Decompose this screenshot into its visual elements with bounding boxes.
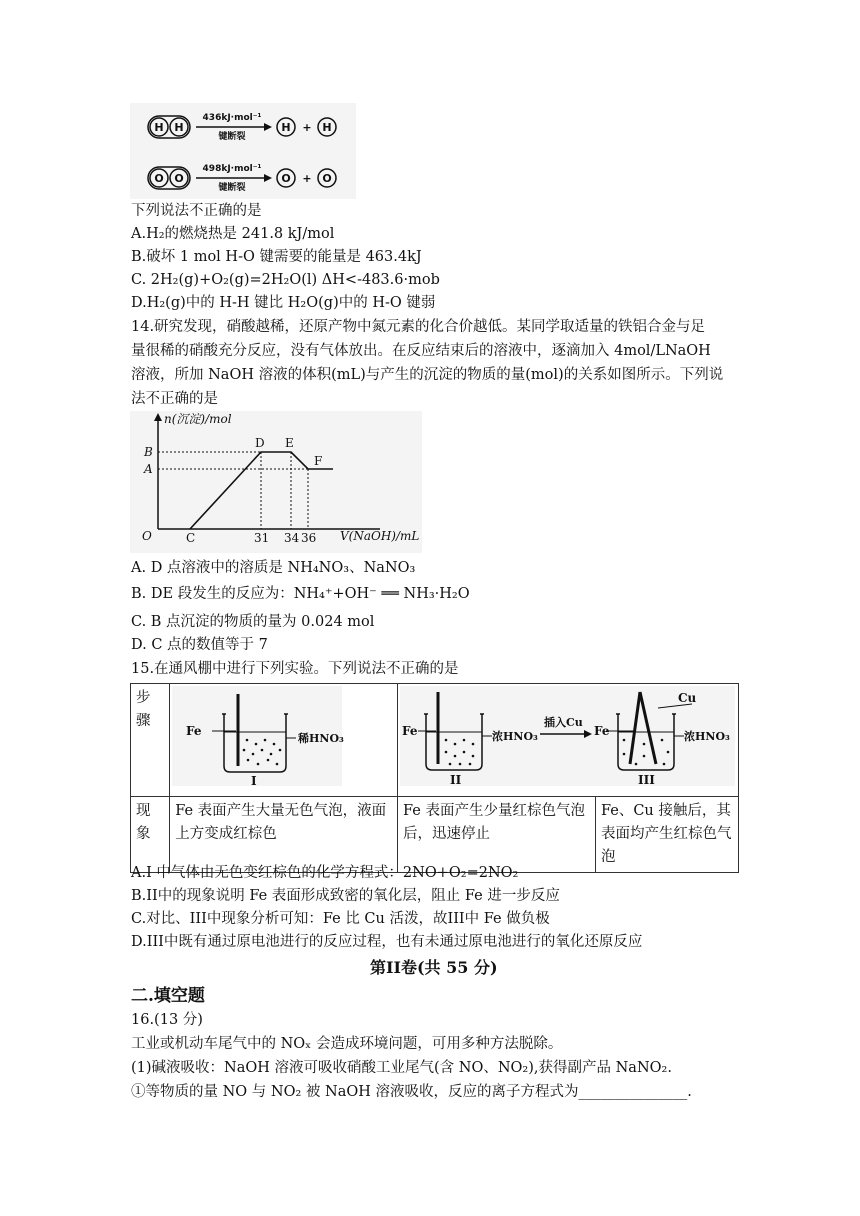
- precipitate-chart: [130, 411, 422, 553]
- point-label-e: E: [285, 436, 294, 450]
- q13-option-b: B.破坏 1 mol H-O 键需要的能量是 463.4kJ: [131, 249, 422, 265]
- label-conc-hno3-II: 浓HNO₃: [492, 730, 538, 743]
- chart-svg: [130, 411, 422, 553]
- bond-breaking-figure: [130, 103, 356, 199]
- row-header-phenomenon: 现象: [131, 797, 170, 873]
- label-insert-cu: 插入Cu: [544, 716, 583, 729]
- atom-h1: H: [154, 121, 164, 134]
- label-roman-II: II: [450, 773, 462, 786]
- atom-o2: O: [174, 172, 184, 185]
- q16-line-1: 工业或机动车尾气中的 NOₓ 会造成环境问题，可用多种方法脱除。: [131, 1036, 563, 1052]
- step-I-cell: [170, 684, 398, 797]
- q15-option-b: B.II中的现象说明 Fe 表面形成致密的氧化层，阻止 Fe 进一步反应: [131, 888, 560, 904]
- y-tick-b: B: [144, 445, 153, 459]
- volume-title: 第II卷(共 55 分): [370, 958, 498, 977]
- phenomenon-I: Fe 表面产生大量无色气泡，液面上方变成红棕色: [170, 797, 398, 873]
- x-axis-label: V(NaOH)/mL: [340, 529, 420, 543]
- product-h1: H: [281, 121, 291, 134]
- x-tick-31: 31: [254, 531, 270, 545]
- step-II-III-cell: [398, 684, 739, 797]
- q14-stem-line-1: 14.研究发现，硝酸越稀，还原产物中氮元素的化合价越低。某同学取适量的铁铝合金与足: [131, 319, 706, 335]
- q14-option-c: C. B 点沉淀的物质的量为 0.024 mol: [131, 614, 375, 630]
- atom-h2: H: [174, 121, 184, 134]
- point-label-d: D: [255, 436, 265, 450]
- label-fe-I: Fe: [186, 724, 202, 738]
- q16-head: 16.(13 分): [131, 1012, 203, 1028]
- q14-option-b: B. DE 段发生的反应为：NH₄⁺+OH⁻ ══ NH₃·H₂O: [131, 586, 470, 602]
- plus-2: +: [302, 172, 312, 185]
- q15-option-d: D.III中既有通过原电池进行的反应过程，也有未通过原电池进行的氧化还原反应: [131, 934, 643, 950]
- y-tick-a: A: [144, 462, 153, 476]
- origin-label: O: [142, 529, 152, 543]
- bond-breaking-svg: [130, 103, 356, 199]
- q13-prompt: 下列说法不正确的是: [131, 203, 262, 219]
- label-fe-II: Fe: [402, 724, 418, 738]
- x-tick-36: 36: [301, 531, 317, 545]
- q14-stem-line-3: 溶液，所加 NaOH 溶液的体积(mL)与产生的沉淀的物质的量(mol)的关系如图所示。下列说: [131, 367, 724, 383]
- q16-line-2: (1)碱液吸收：NaOH 溶液可吸收硝酸工业尾气(含 NO、NO₂),获得副产品 NaNO₂.: [131, 1060, 672, 1076]
- q15-option-a: A.I 中气体由无色变红棕色的化学方程式：2NO+O₂=2NO₂: [131, 865, 519, 881]
- energy-oo: 498kJ·mol⁻¹: [202, 164, 262, 174]
- q13-option-c: C. 2H₂(g)+O₂(g)=2H₂O(l) ΔH<-483.6·mob: [131, 272, 440, 288]
- beaker-II-III-figure: [400, 686, 735, 786]
- x-tick-c: C: [186, 531, 196, 545]
- y-axis-label: n(沉淀)/mol: [164, 412, 232, 426]
- label-bond-break-1: 键断裂: [218, 132, 246, 142]
- q14-stem-line-4: 法不正确的是: [131, 391, 218, 407]
- product-o2: O: [322, 172, 332, 185]
- label-roman-I: I: [251, 774, 257, 786]
- q14-stem-line-2: 量很稀的硝酸充分反应，没有气体放出。在反应结束后的溶液中，逐滴加入 4mol/LNaOH: [131, 343, 711, 359]
- product-h2: H: [322, 121, 332, 134]
- experiment-table: [130, 683, 739, 873]
- q13-option-a: A.H₂的燃烧热是 241.8 kJ/mol: [131, 226, 335, 242]
- label-bond-break-2: 键断裂: [218, 183, 246, 193]
- plus-1: +: [302, 121, 312, 134]
- q16-line-3: ①等物质的量 NO 与 NO₂ 被 NaOH 溶液吸收，反应的离子方程式为_______________.: [131, 1084, 692, 1100]
- q15-stem: 15.在通风棚中进行下列实验。下列说法不正确的是: [131, 661, 459, 677]
- row-header-step: 步骤: [131, 684, 170, 797]
- phenomenon-III: Fe、Cu 接触后，其表面均产生红棕色气泡: [595, 797, 738, 873]
- atom-o1: O: [154, 172, 164, 185]
- label-fe-III: Fe: [594, 724, 610, 738]
- label-cu-III: Cu: [678, 691, 697, 705]
- q14-option-d: D. C 点的数值等于 7: [131, 637, 268, 653]
- q13-option-d: D.H₂(g)中的 H-H 键比 H₂O(g)中的 H-O 键弱: [131, 295, 436, 311]
- point-label-f: F: [314, 454, 323, 468]
- label-roman-III: III: [638, 773, 655, 786]
- label-conc-hno3-III: 浓HNO₃: [684, 730, 730, 743]
- label-dilute-hno3: 稀HNO₃: [298, 732, 345, 745]
- q14-option-a: A. D 点溶液中的溶质是 NH₄NO₃、NaNO₃: [131, 560, 416, 576]
- phenomenon-II: Fe 表面产生少量红棕色气泡后，迅速停止: [398, 797, 596, 873]
- q15-option-c: C.对比、III中现象分析可知：Fe 比 Cu 活泼，故III中 Fe 做负极: [131, 911, 550, 927]
- x-tick-34: 34: [284, 531, 300, 545]
- product-o1: O: [281, 172, 291, 185]
- beaker-I-figure: [172, 686, 392, 786]
- part-title: 二.填空题: [131, 986, 205, 1006]
- energy-hh: 436kJ·mol⁻¹: [202, 113, 262, 123]
